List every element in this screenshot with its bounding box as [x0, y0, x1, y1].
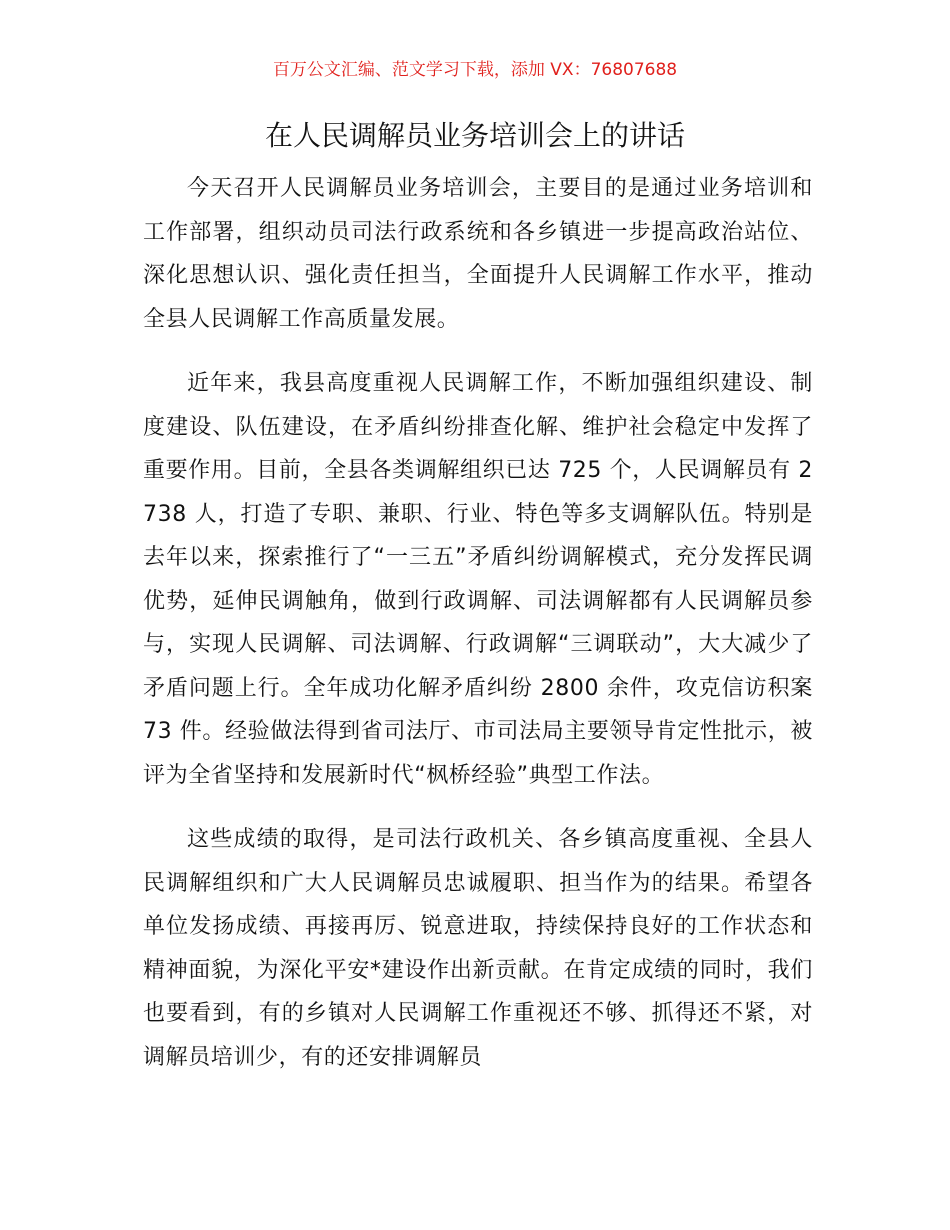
header-note: 百万公文汇编、范文学习下载，添加 VX：76807688 — [272, 60, 678, 80]
document-title: 在人民调解员业务培训会上的讲话 — [264, 119, 685, 152]
paragraph-2: 近年来，我县高度重视人民调解工作，不断加强组织建设、制度建设、队伍建设，在矛盾纠纷排查化解、维护社会稳定中发挥了重要作用。目前，全县各类调解组织已达 725 个，人民调解员有 2738 人，打造了专职、兼职、行业、特色等多支调解队伍。特别是去年以来，探索推行了“一三五”矛盾纠纷调解模式，充分发挥民调优势，延伸民调触角，做到行政调解、司法调解都有人民调解员参与，实现人民调解、司法调解、行政调解“三调联动”，大大减少了矛盾问题上行。全年成功化解矛盾纠纷 2800 余件，攻克信访积案 73 件。经验做法得到省司法厅、市司法局主要领导肯定性批示，被评为全省坚持和发展新时代“枫桥经验”典型工作法。 — [143, 371, 813, 788]
paragraph-1: 今天召开人民调解员业务培训会，主要目的是通过业务培训和工作部署，组织动员司法行政系统和各乡镇进一步提高政治站位、深化思想认识、强化责任担当，全面提升人民调解工作水平，推动全县人民调解工作高质量发展。 — [143, 176, 813, 332]
paragraph-3: 这些成绩的取得，是司法行政机关、各乡镇高度重视、全县人民调解组织和广大人民调解员忠诚履职、担当作为的结果。希望各单位发扬成绩、再接再厉、锐意进取，持续保持良好的工作状态和精神面貌，为深化平安*建设作出新贡献。在肯定成绩的同时，我们也要看到，有的乡镇对人民调解工作重视还不够、抓得还不紧，对调解员培训少，有的还安排调解员 — [143, 827, 813, 1070]
document-body — [143, 167, 813, 1100]
